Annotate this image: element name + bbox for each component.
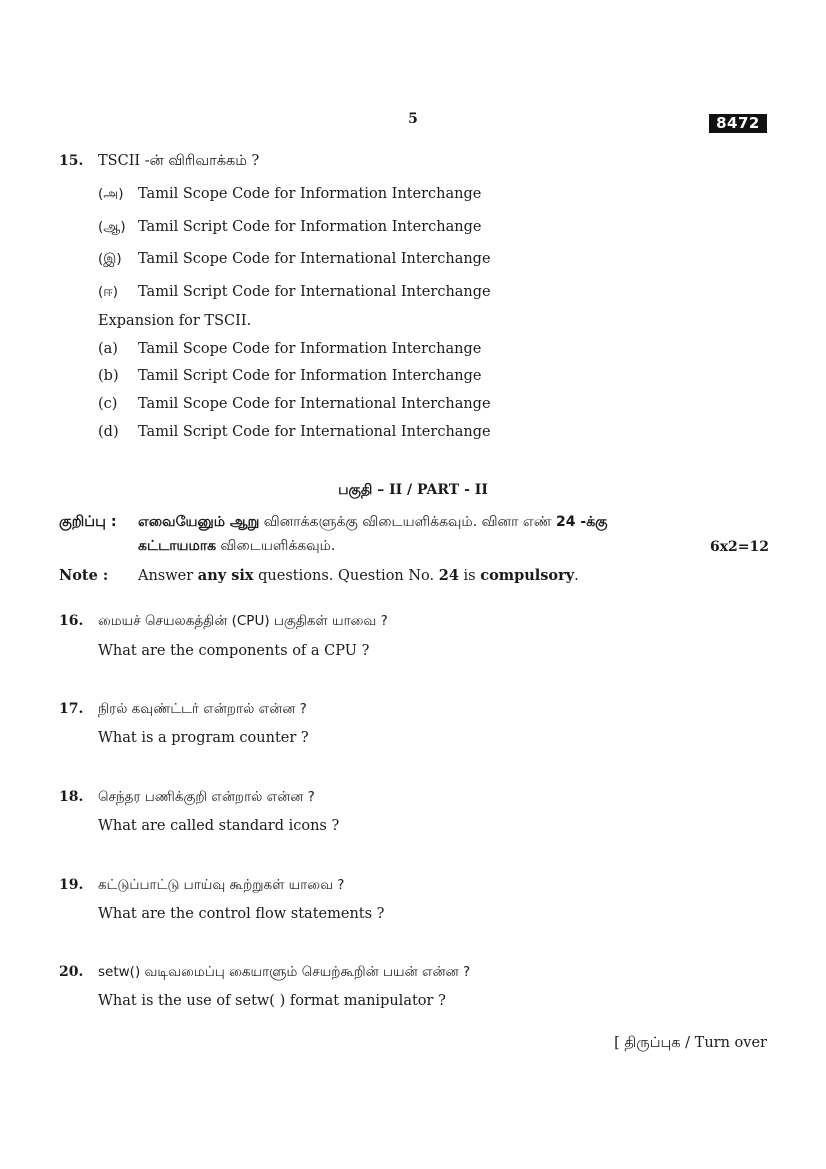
option-english-d <box>98 424 491 440</box>
option-label: (ஆ) <box>98 219 126 235</box>
marks-allocation: 6x2=12 <box>709 539 769 555</box>
note-text-tamil-line2 <box>138 538 335 556</box>
question-text-tamil: மையச் செயலகத்தின் (CPU) பகுதிகள் யாவை ? <box>98 613 388 629</box>
option-text: Tamil Script Code for Information Interchange <box>138 219 482 235</box>
question-text-english: What is the use of setw( ) format manipulator ? <box>98 993 446 1009</box>
option-label: (அ) <box>98 186 124 202</box>
option-tamil-4 <box>98 284 491 302</box>
option-english-a <box>98 341 481 357</box>
option-text: Tamil Scope Code for International Interchange <box>138 251 491 267</box>
question-number: 17. <box>59 701 84 717</box>
note-emphasis: கட்டாயமாக <box>138 538 217 554</box>
option-text: Tamil Script Code for Information Interchange <box>138 368 482 384</box>
turn-over-note: [ திருப்புக / Turn over <box>614 1035 767 1051</box>
option-text: Tamil Scope Code for Information Interchange <box>138 341 482 357</box>
question-text-tamil: TSCII -ன் விரிவாக்கம் ? <box>98 153 260 169</box>
note-emphasis: any six <box>197 567 254 584</box>
question-text-english: Expansion for TSCII. <box>98 313 252 329</box>
option-label: (ஈ) <box>98 284 119 300</box>
option-tamil-1 <box>98 186 481 204</box>
question-text-tamil: செந்தர பணிக்குறி என்றால் என்ன ? <box>98 789 315 805</box>
note-text: வினாக்களுக்கு விடையளிக்கவும். வினா எண் <box>259 514 557 530</box>
question-text-tamil: நிரல் கவுண்ட்டர் என்றால் என்ன ? <box>98 701 307 717</box>
option-label: (d) <box>98 424 119 440</box>
question-number: 16. <box>59 613 84 629</box>
question-text-tamil: setw() வடிவமைப்பு கையாளும் செயற்கூறின் பயன் என்ன ? <box>98 964 471 980</box>
question-text-tamil: கட்டுப்பாட்டு பாய்வு கூற்றுகள் யாவை ? <box>98 877 345 893</box>
option-label: (c) <box>98 396 118 412</box>
note-emphasis: compulsory <box>480 567 575 584</box>
option-text: Tamil Script Code for International Interchange <box>138 284 491 300</box>
option-label: (a) <box>98 341 118 357</box>
note-text: is <box>458 568 481 584</box>
part-heading: பகுதி – II / PART - II <box>338 482 488 498</box>
option-english-c <box>98 396 491 412</box>
option-label: (b) <box>98 368 119 384</box>
question-text-english: What is a program counter ? <box>98 730 309 746</box>
note-question-number: 24 -க்கு <box>556 514 608 530</box>
note-label-english: Note : <box>59 567 109 584</box>
note-text: விடையளிக்கவும். <box>216 538 336 554</box>
option-tamil-3 <box>98 251 491 269</box>
question-number: 20. <box>59 964 84 980</box>
question-text-english: What are the control flow statements ? <box>98 906 385 922</box>
question-text-english: What are the components of a CPU ? <box>98 643 370 659</box>
question-text-english: What are called standard icons ? <box>98 818 340 834</box>
option-english-b <box>98 368 481 384</box>
note-label-tamil: குறிப்பு : <box>59 514 117 530</box>
note-text-tamil-line1 <box>138 514 608 532</box>
paper-code-badge: 8472 <box>709 114 767 133</box>
note-emphasis: எவையேனும் ஆறு <box>138 514 260 530</box>
page-number: 5 <box>408 111 418 127</box>
option-text: Tamil Scope Code for International Interchange <box>138 396 491 412</box>
question-number: 15. <box>59 153 84 169</box>
note-question-number: 24 <box>438 567 459 584</box>
note-text: Answer <box>138 568 198 584</box>
note-text-english <box>138 567 579 584</box>
option-label: (இ) <box>98 251 122 267</box>
option-text: Tamil Scope Code for Information Interchange <box>138 186 482 202</box>
option-text: Tamil Script Code for International Interchange <box>138 424 491 440</box>
question-number: 19. <box>59 877 84 893</box>
note-text: questions. Question No. <box>253 568 439 584</box>
note-text: . <box>574 568 579 584</box>
question-number: 18. <box>59 789 84 805</box>
option-tamil-2 <box>98 219 481 237</box>
